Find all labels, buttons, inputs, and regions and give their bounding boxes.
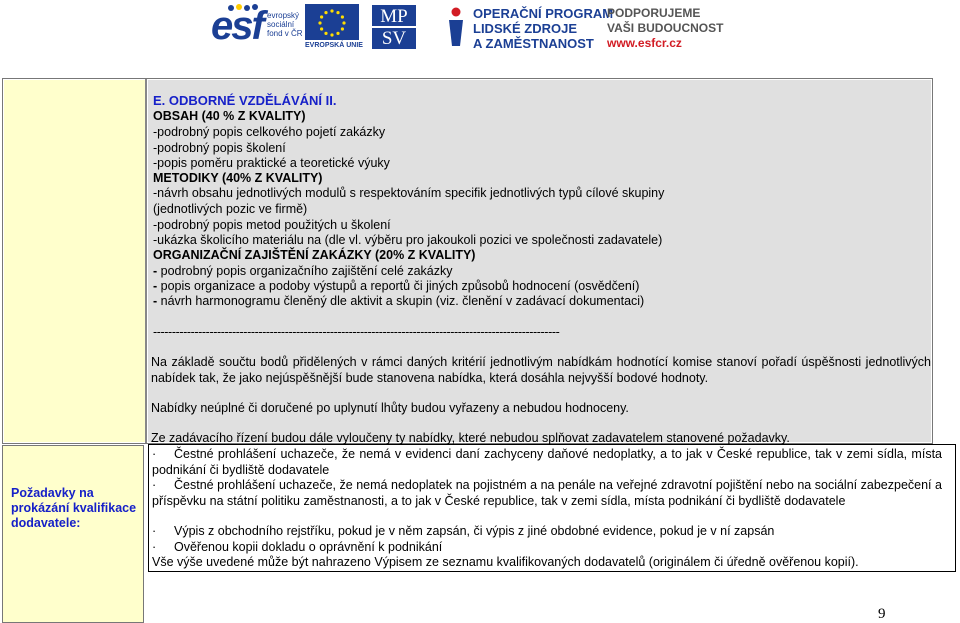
mpsv-logo-text: MP SV (380, 6, 408, 49)
criteria-line: - návrh harmonogramu členěný dle aktivit a skupin (viz. členění v zadávací dokumentaci) (153, 294, 645, 308)
slogan-logo: PODPORUJEME VAŠI BUDOUCNOST www.esfcr.cz (607, 6, 724, 50)
criteria-line: - podrobný popis organizačního zajištění celé zakázky (153, 264, 453, 278)
bullet-icon: · (152, 478, 157, 492)
bullet-icon: · (152, 524, 157, 538)
esf-logo-text: evropský sociální fond v ČR (267, 11, 303, 38)
bullet-icon: · (152, 447, 157, 461)
oplzz-logo-text: OPERAČNÍ PROGRAM LIDSKÉ ZDROJE A ZAMĚSTNANOST (473, 6, 614, 51)
criteria-line: -ukázka školicího materiálu na (dle vl. výběru pro jakoukoli pozici ve společnosti zadavatele) (153, 233, 663, 247)
oplzz-figure-icon (446, 6, 466, 48)
requirements-closing: Vše výše uvedené může být nahrazeno Výpisem ze seznamu kvalifikovaných dodavatelů (originálem či úředně ověřenou kopií). (152, 555, 859, 569)
requirement-item: · Výpis z obchodního rejstříku, pokud je v něm zapsán, či výpis z jiné obdobné evidence, pokud je v ní zapsán (152, 524, 775, 538)
criteria-line: (jednotlivých pozic ve firmě) (153, 202, 308, 216)
criteria-line: -podrobný popis metod použitých u školení (153, 218, 391, 232)
esf-logo-letters: esf (211, 4, 263, 48)
exclusion-paragraph: Ze zadávacího řízení budou dále vyloučeny ty nabídky, které nebudou splňovat zadavatelem stanovené požadavky. (151, 431, 790, 445)
criteria-line: -návrh obsahu jednotlivých modulů s respektováním specifik jednotlivých typů cílové skupiny (153, 186, 665, 200)
evaluation-paragraph: Na základě součtu bodů přidělených v rámci daných kritérií jednotlivým nabídkám hodnotící komise stanoví pořadí úspěšnosti jednotlivých nabídek tak, že jako nejúspěšnější bude stanovena nabídka, která dosáhla nejvyšší bodové hodnoty. (151, 355, 931, 385)
criteria-heading-metodiky: METODIKY (40% Z KVALITY) (153, 171, 323, 185)
requirements-label: Požadavky na prokázání kvalifikace dodavatele: (11, 486, 137, 530)
requirement-item: · Čestné prohlášení uchazeče, že nemá v evidenci daní zachyceny daňové nedoplatky, a to jak v České republice, tak v zemi sídla, místa podnikání či bydliště dodavatele (152, 447, 942, 477)
dashed-separator: ------------------------------------------------------------------------------------------------------------ (153, 325, 560, 339)
requirement-item: · Ověřenou kopii dokladu o oprávnění k podnikání (152, 540, 443, 554)
eu-logo (305, 4, 363, 50)
criteria-line: -podrobný popis celkového pojetí zakázky (153, 125, 386, 139)
criteria-line: - popis organizace a podoby výstupů a reportů či jiných způsobů hodnocení (osvědčení) (153, 279, 640, 293)
requirements-label-cell (2, 445, 144, 623)
esf-logo (211, 4, 303, 50)
criteria-heading-organizace: ORGANIZAČNÍ ZAJIŠTĚNÍ ZAKÁZKY (20% Z KVALITY) (153, 248, 476, 262)
criteria-line: -popis poměru praktické a teoretické výuky (153, 156, 390, 170)
section-title: E. ODBORNÉ VZDĚLÁVÁNÍ II. (153, 93, 337, 108)
bullet-icon: · (152, 540, 157, 554)
eu-flag-icon (305, 4, 359, 40)
left-label-cell (4, 80, 145, 442)
page-number: 9 (878, 606, 886, 622)
criteria-heading-obsah: OBSAH (40 % Z KVALITY) (153, 109, 306, 123)
eu-caption: EVROPSKÁ UNIE (305, 42, 363, 49)
requirement-item: · Čestné prohlášení uchazeče, že nemá nedoplatek na pojistném a na penále na veřejné zdravotní pojištění nebo na sociální zabezpečení a příspěvku na státní politiku zaměstnanosti, a to jak v České republice, tak v zemi sídla, místa podnikání či bydliště dodavatele (152, 478, 942, 508)
criteria-line: -podrobný popis školení (153, 141, 286, 155)
header-logos (0, 0, 960, 58)
esfcr-url-text: www.esfcr.cz (607, 36, 682, 50)
cell-divider (145, 79, 147, 443)
rejection-paragraph: Nabídky neúplné či doručené po uplynutí lhůty budou vyřazeny a nebudou hodnoceny. (151, 401, 629, 415)
